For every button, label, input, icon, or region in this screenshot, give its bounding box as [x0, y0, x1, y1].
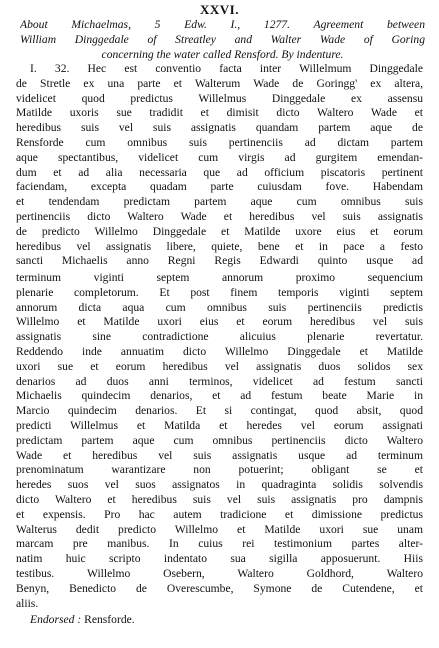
endorsed-value: Rensforde. [84, 613, 135, 627]
endorsement [16, 613, 423, 628]
text-line: assignatis sine contradictione alicuius plenarie revertatur. [16, 330, 423, 344]
text-line: Matilde uxoris sue tradidit et dimisit dicto Waltero Wade et [16, 106, 423, 120]
text-line: uxori sue et eorum heredibus vel assignatis duos solidos sex [16, 359, 423, 373]
title-line: About Michaelmas, 5 Edw. I., 1277. Agreement between [20, 18, 425, 31]
text-line: dum et ad alia necessaria que ad officium piscatoris pertinent [16, 165, 423, 179]
text-line: heredibus vel assignatis libere, quiete, bene et in pace a festo [16, 239, 423, 253]
text-line: natim huic scripto indentato sua sigilla apposuerunt. Hiis [16, 552, 423, 566]
text-line: denarios ad duos anni terminos, videlicet ad festum sancti [16, 374, 423, 388]
text-line: heredibus suis vel suis assignatis quandam partem aque de [16, 121, 423, 135]
text-line: Wade et heredibus vel suis assignatis usque ad terminum [16, 448, 423, 462]
text-line: plenarie completorum. Et post finem temporis viginti septem [16, 285, 423, 299]
title-line: William Dinggedale of Streatley and Walter Wade of Goring [20, 32, 425, 46]
text-line: faciendam, excepta quadam parte cuiusdam fove. Habendam [16, 180, 423, 194]
text-line: Rensforde cum omnibus suis pertinenciis ad dictam partem [16, 135, 423, 149]
text-line: I. 32. Hec est conventio facta inter Willelmum Dinggedale [30, 62, 423, 75]
text-line: heredes suos vel suos assignatos in quadraginta solidis solvendis [16, 478, 423, 492]
text-line: dicto Waltero et heredibus suis vel suis assignatis pro dampnis [16, 492, 423, 506]
text-line: prenominatum warantizare non potuerint; obligant se et [16, 463, 423, 477]
text-line: annorum dicta aqua cum omnibus suis pertinenciis predictis [16, 300, 423, 314]
text-line: Willelmo et Matilde uxori eius et eorum heredibus vel suis [16, 315, 423, 329]
text-line: aliis. [16, 596, 39, 610]
text-line: sancti Michaelis anno Regni Regis Edwardi quinto usque ad [16, 254, 423, 268]
title-line: concerning the water called Rensford. By indenture. [101, 47, 344, 61]
text-line: predicti Willelmus et Matilda et heredes vel eorum assignati [16, 418, 423, 432]
charter-text-part-1 [16, 62, 423, 269]
text-line: Marcio quindecim denarios. Et si contingat, quod absit, quod [16, 404, 423, 418]
text-line: predictam partem aque cum omnibus pertinenciis dicto Waltero [16, 433, 423, 447]
charter-title [20, 18, 425, 62]
charter-number: XXVI. [200, 2, 239, 17]
text-line: Michaelis quindecim denarios, et ad festum beate Marie in [16, 389, 423, 403]
text-line: videlicet quod predictus Willelmus Dinggedale ex assensu [16, 91, 423, 105]
charter-text-part-2 [16, 271, 423, 628]
text-line: terminum viginti septem annorum proximo sequencium [16, 271, 423, 284]
text-line: de Stretle ex una parte et Walterum Wade de Goringg' ex altera, [16, 76, 423, 90]
text-line: marcam pre manibus. In cuius rei testimonium partes alter- [16, 537, 423, 551]
text-line: et tendendam predictam partem aque cum omnibus suis [16, 195, 423, 209]
text-line: testibus. Willelmo Osebern, Waltero Goldhord, Waltero [16, 566, 423, 580]
text-line: Walterus dedit predicto Willelmo et Matilde uxori sue unam [16, 522, 423, 536]
text-line: Reddendo inde annuatim dicto Willelmo Dinggedale et Matilde [16, 344, 423, 358]
text-line: de predicto Willelmo Dinggedale et Matilde uxore eius et eorum [16, 224, 423, 238]
text-line: Benyn, Benedicto de Overescumbe, Symone de Cutendene, et [16, 581, 423, 595]
text-line: aque spectantibus, videlicet cum virgis ad gurgitem emendan- [16, 150, 423, 164]
text-line: pertinenciis dicto Waltero Wade et heredibus vel suis assignatis [16, 209, 423, 223]
endorsed-label: Endorsed : [30, 613, 82, 627]
text-line: et expensis. Pro hac autem tradicione et dimissione predictus [16, 507, 423, 521]
